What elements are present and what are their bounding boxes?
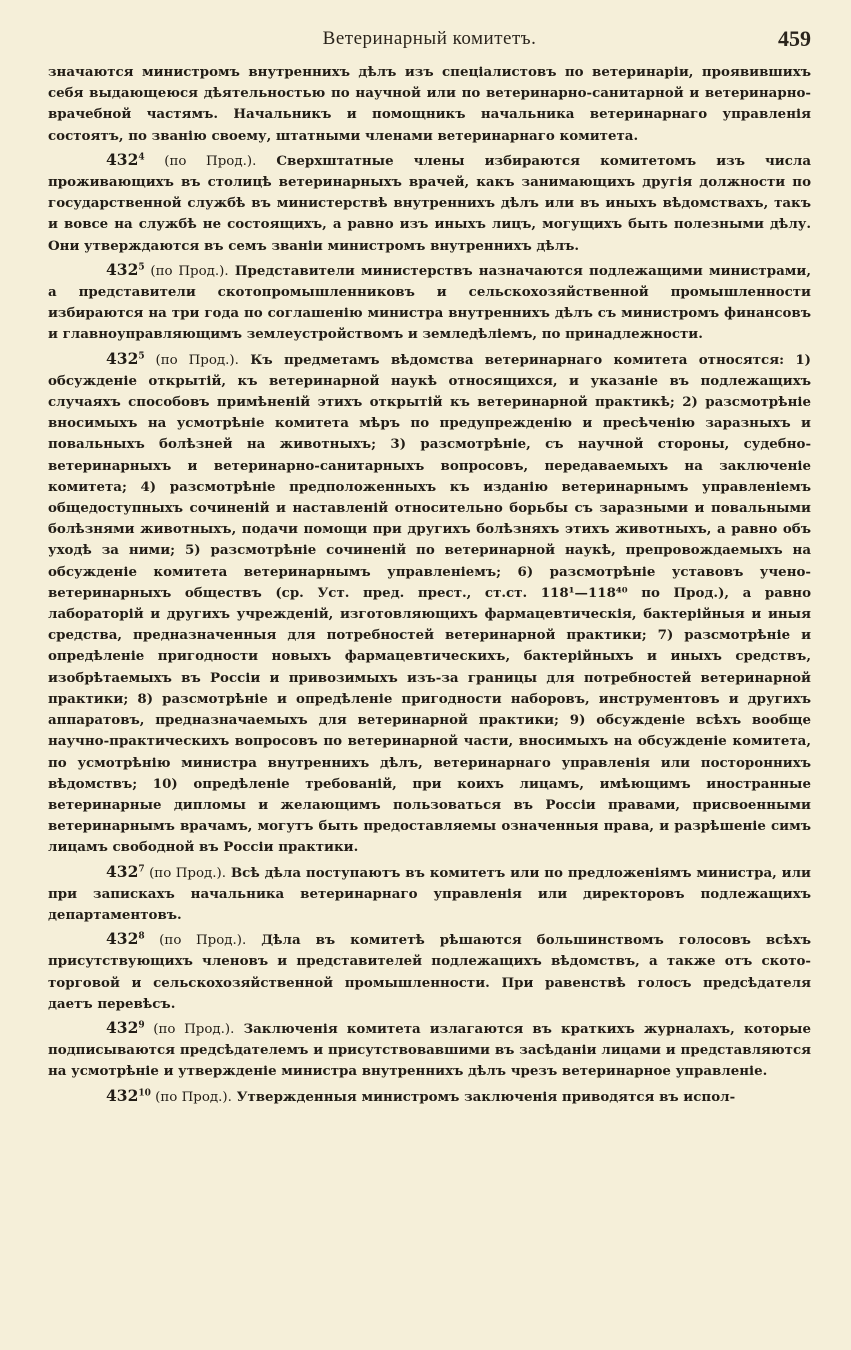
article-superscript: 4 [138,152,145,163]
article-superscript: 5 [138,262,145,273]
paragraph-text: Утвержденныя министромъ заключенія приводятся въ испол- [231,1088,736,1105]
article-432-8 [48,928,811,1015]
article-reference: (по Прод.). [144,263,229,279]
article-432-10 [48,1085,811,1108]
article-superscript: 7 [138,864,145,875]
body-text [48,62,811,1108]
article-superscript: 9 [138,1020,145,1031]
article-reference: (по Прод.). [144,933,247,949]
article-number: 432 [106,1085,139,1105]
article-reference: (по Прод.). [144,153,257,169]
article-432-9 [48,1017,811,1083]
page-header [48,26,811,62]
article-reference: (по Прод.). [144,1021,235,1037]
paragraph-continuation [48,62,811,147]
article-number: 432 [106,348,139,368]
running-title: Ветеринарный комитетъ. [322,28,537,49]
paragraph-text: Къ предметамъ вѣдомства ветеринарнаго комитета относятся: 1) обсужденіе открытій, къ ветеринарной наукѣ относящихся, и указаніе въ подлежащихъ случаяхъ способовъ примѣненій этихъ открытій къ ветеринарной практикѣ; 2) разсмотрѣніе вносимыхъ на усмотрѣніе комитета мѣръ по предупрежденію и пресѣченію заразныхъ и повальныхъ болѣзней на животныхъ; 3) разсмотрѣніе, съ научной стороны, судебно-ветеринарныхъ и ветеринарно-санитарныхъ вопросовъ, передаваемыхъ на заключеніе комитета; 4) разсмотрѣніе предположенныхъ къ изданію ветеринарнымъ управленіемъ общедоступныхъ сочиненій и наставленій относительно борьбы съ заразными и повальными болѣзнями животныхъ, подачи помощи при другихъ болѣзняхъ этихъ животныхъ, а равно объ уходѣ за ними; 5) разсмотрѣніе сочиненій по ветеринарной наукѣ, препровождаемыхъ на обсужденіе комитета ветеринарнымъ управленіемъ; 6) разсмотрѣніе уставовъ учено-ветеринарныхъ обществъ (ср. Уст. пред. прест., ст.ст. 118¹—118⁴⁰ по Прод.), а равно лабораторій и другихъ учрежденій, изготовляющихъ фармацевтическія, бактерійныя и иныя средства, предназначенныя для потребностей ветеринарной практики; 7) разсмотрѣніе и опредѣленіе пригодности новыхъ фармацевтическихъ, бактерійныхъ и иныхъ средствъ, изобрѣтаемыхъ въ Россіи и привозимыхъ изъ-за границы для потребностей ветеринарной практики; 8) разсмотрѣніе и опредѣленіе пригодности наборовъ, инструментовъ и другихъ аппаратовъ, предназначаемыхъ для ветеринарной практики; 9) обсужденіе всѣхъ вообще научно-практическихъ вопросовъ по ветеринарной части, вносимыхъ на обсужденіе комитета, по усмотрѣнію министра внутреннихъ дѣлъ, ветеринарнаго управленія или постороннихъ вѣдомствъ; 10) опредѣленіе требованій, при коихъ лицамъ, имѣющимъ иностранные ветеринарные дипломы и желающимъ пользоваться въ Россіи правами, присвоенными ветеринарнымъ врачамъ, могутъ быть предоставляемы означенныя права, и разрѣшеніе симъ лицамъ свободной въ Россіи практики. [48,351,811,856]
article-number: 432 [106,1017,139,1037]
article-number: 432 [106,861,139,881]
paragraph-text: Заключенія комитета излагаются въ краткихъ журналахъ, которые подписываются предсѣдателемъ и присутствовавшими въ засѣданіи лицами и представляются на усмотрѣніе и утвержденіе министра внутреннихъ дѣлъ чрезъ ветеринарное управленіе. [48,1020,811,1080]
paragraph-text: Представители министерствъ назначаются подлежащими министрами, а представители скотопромышленниковъ и сельскохозяйственной промышленности избираются на три года по соглашенію министра внутреннихъ дѣлъ съ министромъ финансовъ и главноуправляющимъ землеустройствомъ и земледѣліемъ, по принадлежности. [48,262,811,343]
article-reference: (по Прод.). [144,352,239,368]
article-number: 432 [106,259,139,279]
article-432-7 [48,861,811,927]
article-number: 432 [106,149,139,169]
article-reference: (по Прод.). [150,1089,232,1105]
paragraph-text: Всѣ дѣла поступаютъ въ комитетъ или по предложеніямъ министра, или при запискахъ начальника ветеринарнаго управленія или директоровъ подлежащихъ департаментовъ. [48,864,811,923]
article-superscript: 10 [138,1088,151,1099]
article-432-5b [48,348,811,859]
article-432-5a [48,259,811,346]
paragraph-text: Дѣла въ комитетѣ рѣшаются большинствомъ голосовъ всѣхъ присутствующихъ членовъ и представителей подлежащихъ вѣдомствъ, а также отъ ското-торговой и сельскохозяйственной промышленности. При равенствѣ голосъ предсѣдателя даетъ перевѣсъ. [48,932,811,1012]
article-reference: (по Прод.). [144,865,227,881]
paragraph-text: Сверхштатные члены избираются комитетомъ изъ числа проживающихъ въ столицѣ ветеринарныхъ врачей, какъ занимающихъ другія должности по государственной службѣ въ министерствѣ внутреннихъ дѣлъ или въ иныхъ вѣдомствахъ, такъ и вовсе на службѣ не состоящихъ, а равно изъ иныхъ лицъ, могущихъ быть полезными дѣлу. Они утверждаются въ семъ званіи министромъ внутреннихъ дѣлъ. [48,152,811,254]
page-number: 459 [778,26,811,51]
article-superscript: 5 [138,351,145,362]
article-number: 432 [106,929,139,949]
article-432-4 [48,149,811,257]
paragraph-text: значаются министромъ внутреннихъ дѣлъ изъ спеціалистовъ по ветеринаріи, проявившихъ себя выдающеюся дѣятельностью по научной или по ветеринарно-санитарной и ветеринарно-врачебной частямъ. Начальникъ и помощникъ начальника ветеринарнаго управленія состоятъ, по званію своему, штатными членами ветеринарнаго комитета. [48,64,811,144]
article-superscript: 8 [138,931,145,942]
